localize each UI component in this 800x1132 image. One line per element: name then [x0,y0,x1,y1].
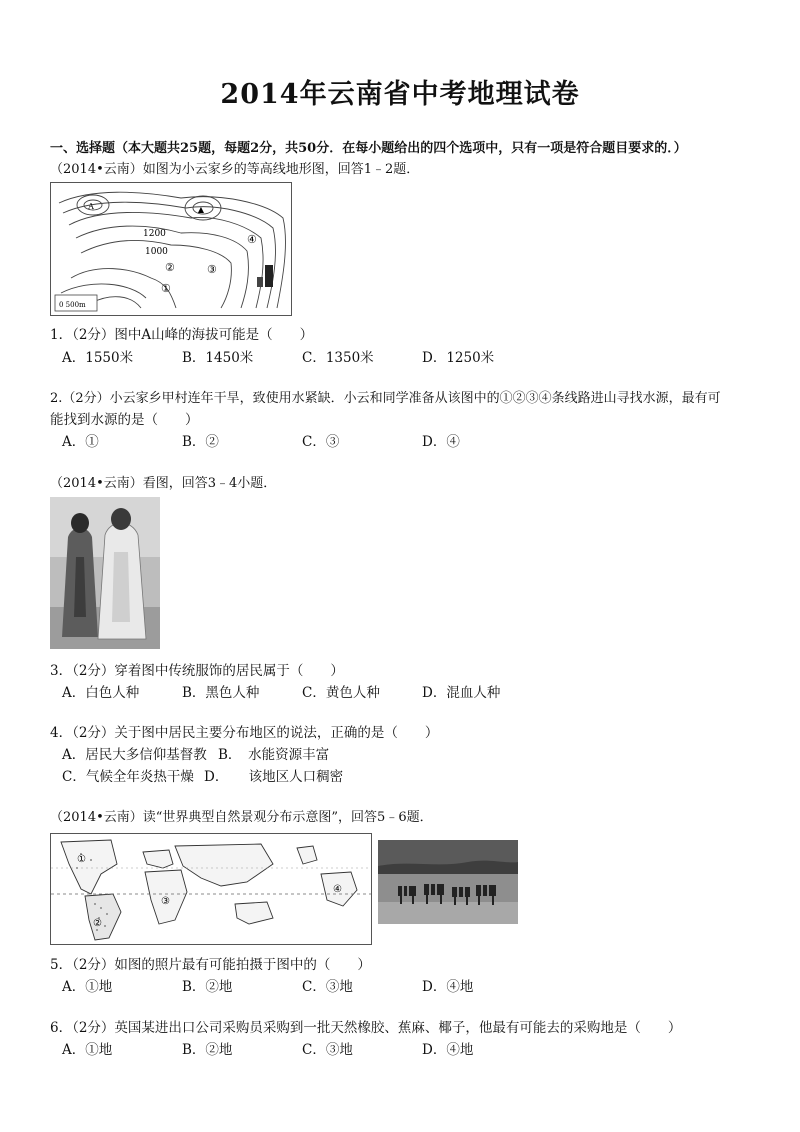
q1-option-a[interactable]: A．1550米 [62,350,134,366]
q3-option-b[interactable]: B．黑色人种 [182,685,260,701]
intro-3: （2014•云南）读“世界典型自然景观分布示意图”，回答5﹣6题． [50,810,433,825]
map-site-2: ② [93,918,102,929]
q4-option-c[interactable]: C．气候全年炎热干燥 [62,769,194,785]
map-site-1: ① [77,854,86,865]
q1-option-c[interactable]: C．1350米 [302,350,374,366]
q4-option-a[interactable]: A．居民大多信仰基督教 [62,747,207,763]
contour-1000-label: 1000 [145,247,168,257]
q5-option-c[interactable]: C．③地 [302,979,353,995]
q1-option-d[interactable]: D．1250米 [422,350,495,366]
q2-option-c[interactable]: C．③ [302,434,340,450]
route-4-label: ④ [247,233,257,246]
savanna-zebra-photo [378,840,518,924]
question-5-stem: 5．（2分）如图的照片最有可能拍摄于图中的（ ） [50,957,371,973]
q5-option-d[interactable]: D．④地 [422,979,474,995]
continents [61,840,357,940]
world-landscape-map [50,833,372,945]
question-1-stem: 1．（2分）图中A山峰的海拔可能是（ ） [50,327,314,343]
q6-option-b[interactable]: B．②地 [182,1042,233,1058]
q6-option-c[interactable]: C．③地 [302,1042,353,1058]
q2-option-a[interactable]: A．① [62,434,99,450]
peak-b-marker: ▲ [197,205,205,214]
village-jia-marker [265,265,273,287]
question-2-stem-line1: 2.（2分）小云家乡甲村连年干旱，致使用水紧缺．小云和同学准备从该图中的①②③④条线路进山寻找水源，最有可 [50,391,721,406]
intro-2: （2014•云南）看图，回答3﹣4小题． [50,476,277,491]
question-2-stem-line2: 能找到水源的是（ ） [50,412,199,428]
q4-option-d[interactable]: D． 该地区人口稠密 [204,769,344,785]
question-6-stem: 6．（2分）英国某进出口公司采购员采购到一批天然橡胶、蕉麻、椰子，他最有可能去的采购地是（ ） [50,1020,682,1036]
intro-1: （2014•云南）如图为小云家乡的等高线地形图，回答1﹣2题． [50,162,420,177]
q6-option-d[interactable]: D．④地 [422,1042,474,1058]
q4-option-b[interactable]: B． 水能资源丰富 [218,747,330,763]
route-2-label: ② [165,261,175,274]
traditional-dress-photo [50,497,160,649]
q3-option-c[interactable]: C．黄色人种 [302,685,380,701]
village-block [257,277,263,287]
q3-option-a[interactable]: A．白色人种 [62,685,140,701]
q5-option-a[interactable]: A．①地 [62,979,113,995]
page-title: 2014年云南省中考地理试卷 [220,79,580,110]
section-header: 一、选择题（本大题共25题，每题2分，共50分．在每小题给出的四个选项中，只有一项是符合题目要求的．） [50,141,687,156]
q2-option-d[interactable]: D．④ [422,434,460,450]
route-3-label: ③ [207,263,217,276]
q3-option-d[interactable]: D．混血人种 [422,685,501,701]
contour-map-figure [50,182,292,316]
peak-a-label: A [88,202,94,211]
question-4-stem: 4．（2分）关于图中居民主要分布地区的说法，正确的是（ ） [50,725,439,741]
q2-option-b[interactable]: B．② [182,434,219,450]
route-1-label: ① [161,282,171,295]
contour-1200-label: 1200 [143,229,166,239]
q5-option-b[interactable]: B．②地 [182,979,233,995]
scale-label: 0 500m [59,301,86,309]
q6-option-a[interactable]: A．①地 [62,1042,113,1058]
question-3-stem: 3．（2分）穿着图中传统服饰的居民属于（ ） [50,663,344,679]
map-site-3: ③ [161,896,170,907]
map-site-4: ④ [333,884,342,895]
q1-option-b[interactable]: B．1450米 [182,350,254,366]
